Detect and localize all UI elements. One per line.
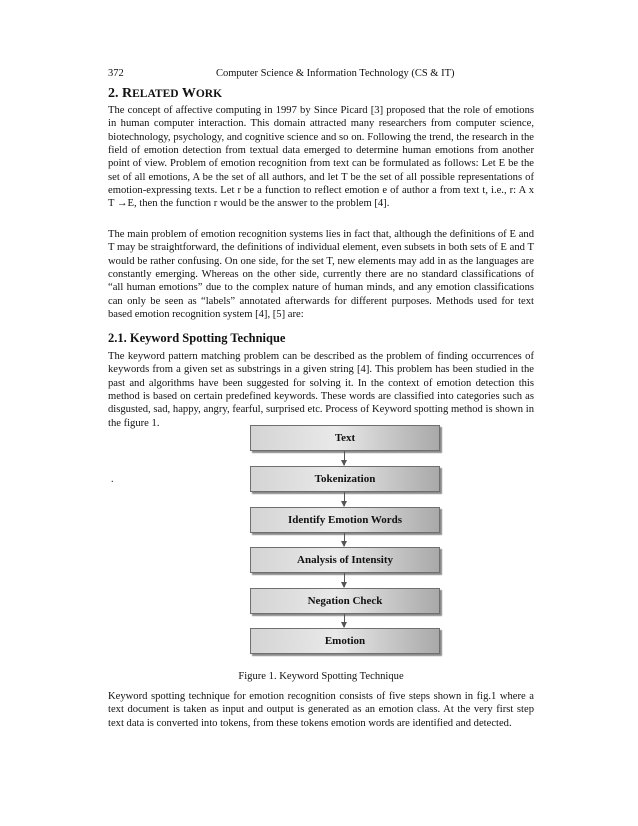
page-number: 372 — [108, 68, 124, 79]
flow-arrow — [344, 573, 345, 587]
flow-step-negation-check: Negation Check — [250, 588, 440, 614]
paragraph-4: Keyword spotting technique for emotion recognition consists of five steps shown in fig.1 where a text document is taken as input and output is generated as an emotion class. At the very first step text data is converted into tokens, from these tokens emotion words are identified and detected. — [108, 691, 534, 729]
figure-caption: Figure 1. Keyword Spotting Technique — [238, 671, 404, 682]
paragraph-2: The main problem of emotion recognition systems lies in fact that, although the definitions of E and T may be straightforward, the definitions of individual element, even subsets in both sets of E and T would be rather confusing. On one side, for the set T, new elements may add in as the languages are constantly emerging. Whereas on the other side, currently there are no standard classifications of “all human emotions” due to the complex nature of human minds, and any emotion classifications can only be seen as “labels” annotated afterwards for different purposes. Methods used for text based emotion recognition system [4], [5] are: — [108, 229, 534, 321]
flow-step-tokenization: Tokenization — [250, 466, 440, 492]
section-title-initial-1: R — [122, 86, 133, 101]
flow-step-analysis-of-intensity: Analysis of Intensity — [250, 547, 440, 573]
flow-arrow — [344, 451, 345, 465]
section-heading — [108, 86, 222, 102]
keyword-spotting-flowchart — [250, 425, 442, 659]
section-title-rest-2: ORK — [195, 88, 223, 100]
section-title-initial-2: W — [181, 86, 196, 101]
section-title-rest-1: ELATED — [132, 88, 179, 100]
journal-title: Computer Science & Information Technology (CS & IT) — [216, 68, 455, 79]
paragraph-1: The concept of affective computing in 1997 by Since Picard [3] proposed that the role of emotions in human computer interaction. This domain attracted many researchers from computer science, biotechnology, psychology, and cognitive science and so on. Following the trend, the research in the field of emotion detection from textual data emerged to determine human emotions from another point of view. Problem of emotion recognition from text can be formulated as follows: Let E be the set of all emotions, A be the set of all authors, and let T be the set of all possible representations of emotion-expressing texts. Let r be a function to reflect emotion e of author a from text t, i.e., r: A x T →E, then the function r would be the answer to the problem [4]. — [108, 105, 534, 210]
flow-arrow — [344, 533, 345, 546]
flow-step-identify-emotion-words: Identify Emotion Words — [250, 507, 440, 533]
flow-arrow — [344, 614, 345, 627]
flow-arrow — [344, 492, 345, 506]
stray-mark: . — [111, 474, 114, 485]
running-header — [108, 68, 530, 82]
flow-step-emotion: Emotion — [250, 628, 440, 654]
subsection-heading: 2.1. Keyword Spotting Technique — [108, 331, 286, 345]
paragraph-3: The keyword pattern matching problem can be described as the problem of finding occurrences of keywords from a given set as substrings in a given string [4]. This problem has been studied in the past and algorithms have been suggested for solving it. In the context of emotion detection this method is based on certain predefined keywords. These words are classified into categories such as disgusted, sad, happy, angry, fearful, surprised etc. Process of Keyword spotting method is shown in the figure 1. — [108, 351, 534, 429]
section-number: 2. — [108, 86, 119, 101]
flow-step-text: Text — [250, 425, 440, 451]
